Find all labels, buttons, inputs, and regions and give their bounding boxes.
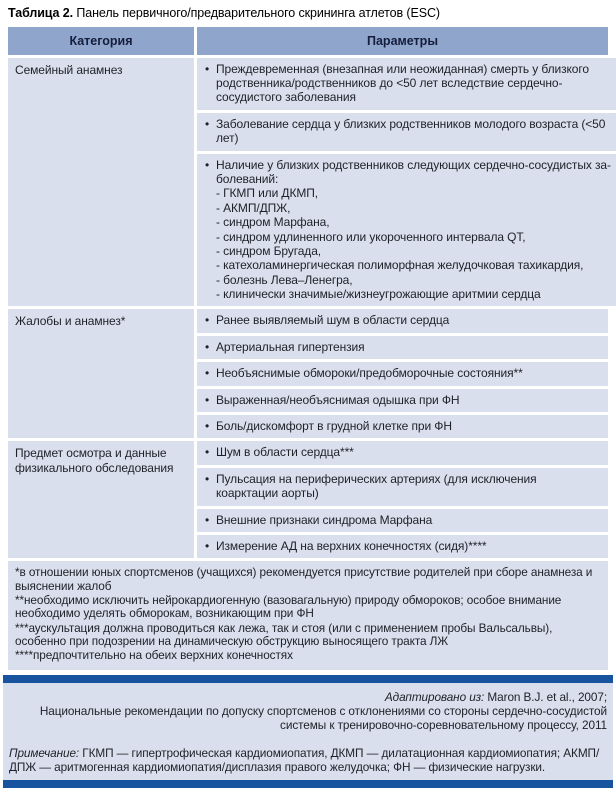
footnote: ***аускультация должна проводиться как лежа, так и стоя (или с применением пробы Вальсальвы), особенно при подозрении на динамическую обструкцию выносящего тракта ЛЖ <box>15 620 553 649</box>
table-caption-text: Панель первичного/предварительного скрининга атлетов (ESC) <box>76 6 440 20</box>
parameter-item <box>197 58 616 110</box>
note-label: Примечание: <box>9 745 80 760</box>
bullet-marker: • <box>205 419 210 434</box>
parameters-cells <box>197 58 616 307</box>
column-header-category: Категория <box>8 27 194 54</box>
recommendation-citation: Национальные рекомендации по допуску спортсменов с отклонениями со стороны сердечно-сосудистой системы к тренировочно-соревновательному процессу, 2011 <box>39 704 607 733</box>
bullet-marker: • <box>205 512 210 527</box>
parameter-subitem: - болезнь Лева–Ленегра, <box>216 272 353 287</box>
adapted-from-line <box>9 690 607 704</box>
parameter-item <box>197 309 608 332</box>
divider-bar-bottom <box>3 780 613 788</box>
parameter-text: Преждевременная (внезапная или неожиданная) смерть у близкого родственника/родственников до <50 лет вследствие сердечно-сосудистого заболевания <box>216 61 589 105</box>
table-row-complaints <box>8 309 608 438</box>
column-header-parameters: Параметры <box>197 27 608 54</box>
bullet-marker: • <box>205 157 210 172</box>
parameter-text: Артериальная гипертензия <box>216 339 365 354</box>
parameter-text: Шум в области сердца*** <box>216 445 354 460</box>
parameter-text: Внешние признаки синдрома Марфана <box>216 512 433 527</box>
parameter-item <box>197 415 608 438</box>
parameter-line: болеваний: <box>216 171 279 186</box>
bullet-marker: • <box>205 61 210 76</box>
bullet-marker: • <box>205 392 210 407</box>
bullet-marker: • <box>205 539 210 553</box>
parameter-item <box>197 336 608 359</box>
parameter-item <box>197 468 608 506</box>
parameter-line: Наличие у близких родственников следующих сердечно-сосудистых за- <box>216 157 611 172</box>
parameter-text: Выраженная/необъяснимая одышка при ФН <box>216 392 460 407</box>
table-row-family-history <box>8 58 611 307</box>
bullet-marker: • <box>205 366 210 381</box>
parameter-subitem: - АКМП/ДПЖ, <box>216 200 291 215</box>
parameter-text <box>216 158 611 302</box>
parameter-subitem: - ГКМП или ДКМП, <box>216 186 318 201</box>
parameter-item <box>197 113 616 151</box>
parameter-subitem: - клинически значимые/жизнеугрожающие аритмии сердца <box>216 287 541 302</box>
footnote: *в отношении юных спортсменов (учащихся) рекомендуется присутствие родителей при сборе анамнеза и выяснении жалоб <box>15 565 593 593</box>
parameter-subitem: - синдром удлиненного или укороченного интервала QT, <box>216 229 526 244</box>
category-cell: Жалобы и анамнез* <box>8 309 194 438</box>
bullet-marker: • <box>205 471 210 486</box>
parameter-subitem: - синдром Бругада, <box>216 243 322 258</box>
table-footnotes <box>8 561 608 669</box>
parameters-cells <box>197 441 608 558</box>
note-abbreviations <box>9 746 607 775</box>
source-reference <box>9 690 607 733</box>
footnote: **необходимо исключить нейрокардиогенную (вазовагальную) природу обмороков; особое внимание необходимо уделять обморокам, возникающим при ФН <box>15 593 562 621</box>
parameter-subitem: - синдром Марфана, <box>216 215 330 230</box>
category-cell: Предмет осмотра и данные физикального обследования <box>8 441 194 558</box>
parameter-item <box>197 389 608 412</box>
parameter-item <box>197 362 608 385</box>
adapted-from-citation: Maron B.J. et al., 2007; <box>484 689 607 704</box>
bottom-block <box>3 683 613 780</box>
parameter-text: Измерение АД на верхних конечностях (сидя)**** <box>216 539 487 553</box>
footnote: ****предпочтительно на обеих верхних конечностях <box>15 648 293 663</box>
parameter-text: Ранее выявляемый шум в области сердца <box>216 313 450 328</box>
table-caption <box>8 5 608 21</box>
note-text: ГКМП — гипертрофическая кардиомиопатия, ДКМП — дилатационная кардиомиопатия; АКМП/ДПЖ — аритмогенная кардиомиопатия/дисплазия правого желудочка; ФН — физические нагрузки. <box>9 745 600 775</box>
table-header-row <box>8 27 608 54</box>
category-cell: Семейный анамнез <box>8 58 194 307</box>
table-number: Таблица 2. <box>8 6 73 20</box>
parameter-item <box>197 535 608 558</box>
bullet-marker: • <box>205 313 210 328</box>
bullet-marker: • <box>205 339 210 354</box>
parameters-cells <box>197 309 608 438</box>
table-row-physical-exam <box>8 441 608 558</box>
bullet-marker: • <box>205 445 210 460</box>
parameter-text: Необъяснимые обмороки/предобморочные состояния** <box>216 366 523 381</box>
bullet-marker: • <box>205 116 210 131</box>
adapted-from-label: Адаптировано из: <box>384 689 485 704</box>
parameter-text: Заболевание сердца у близких родственников молодого возраста (<50 лет) <box>216 116 606 146</box>
divider-bar-top <box>3 675 613 683</box>
parameter-text: Пульсация на периферических артериях (для исключения коарктации аорты) <box>216 471 537 501</box>
parameter-item <box>197 154 616 307</box>
parameter-text: Боль/дискомфорт в грудной клетке при ФН <box>216 419 452 434</box>
parameter-item <box>197 441 608 464</box>
parameter-item <box>197 509 608 532</box>
parameter-subitem: - катехоламинергическая полиморфная желудочковая тахикардия, <box>216 258 584 273</box>
